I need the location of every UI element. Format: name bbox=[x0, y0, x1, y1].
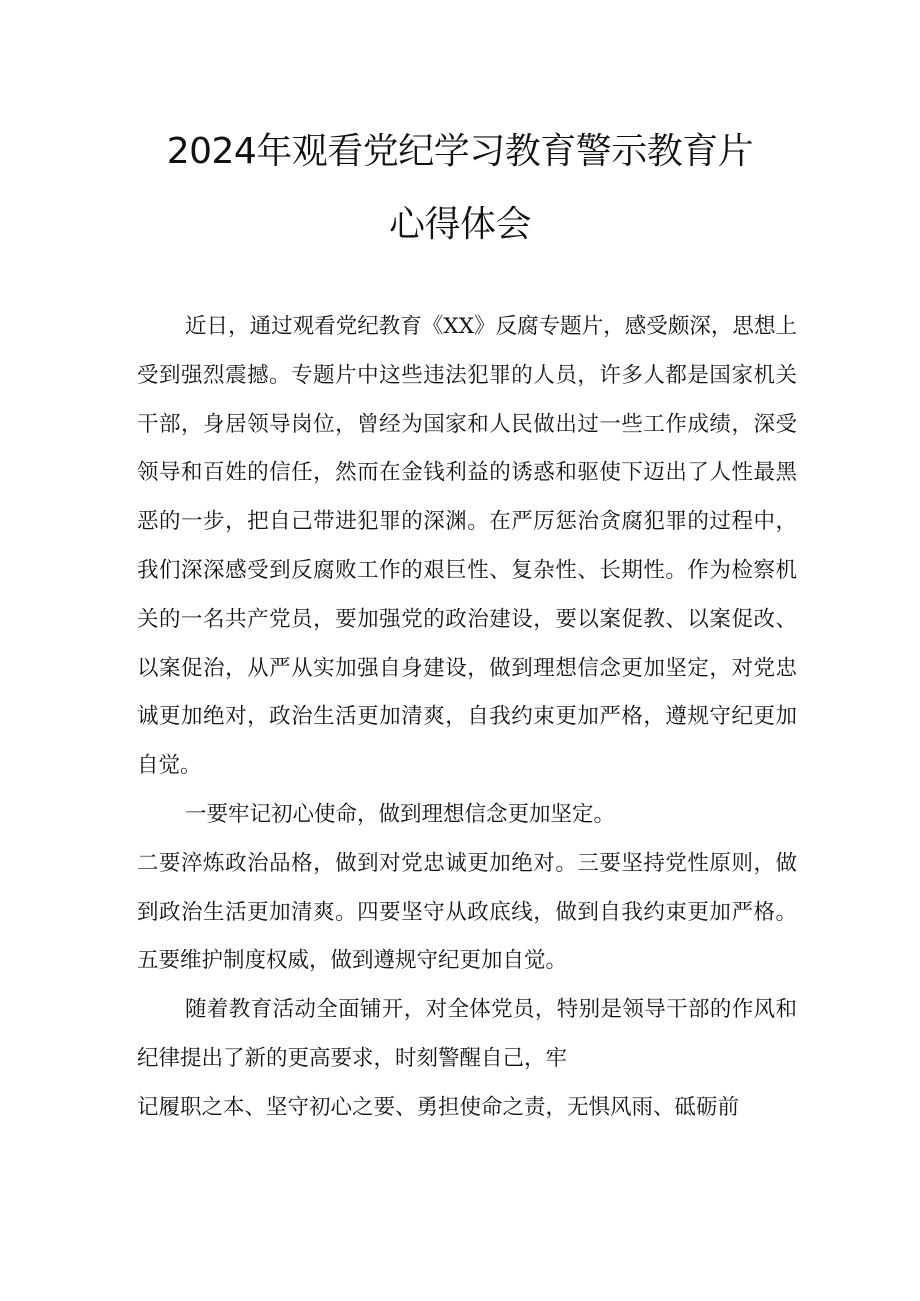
paragraph-point-one: 一要牢记初心使命，做到理想信念更加坚定。 bbox=[185, 801, 616, 827]
document-body bbox=[137, 303, 797, 1133]
document-title-line-1: 2024年观看党纪学习教育警示教育片 bbox=[166, 131, 754, 172]
paragraph-closing-line-1: 随着教育活动全面铺开，对全体党员，特别是领导干部的作风和纪律提出了新的更高要求，时刻警醒自己，牢 bbox=[137, 997, 797, 1071]
paragraph-closing-line-2: 记履职之本、坚守初心之要、勇担使命之责，无惧风雨、砥砺前 bbox=[137, 1094, 740, 1120]
document-title-line-2: 心得体会 bbox=[388, 204, 531, 245]
paragraph-points-two-to-five: 二要淬炼政治品格，做到对党忠诚更加绝对。三要坚持党性原则，做到政治生活更加清爽。四要坚守从政底线，做到自我约束更加严格。五要维护制度权威，做到遵规守纪更加自觉。 bbox=[137, 850, 797, 974]
paragraph-intro: 近日，通过观看党纪教育《XX》反腐专题片，感受颇深，思想上受到强烈震撼。专题片中这些违法犯罪的人员，许多人都是国家机关干部，身居领导岗位，曾经为国家和人民做出过一些工作成绩，深受领导和百姓的信任，然而在金钱利益的诱惑和驱使下迈出了人性最黑恶的一步，把自己带进犯罪的深渊。在严厉惩治贪腐犯罪的过程中，我们深深感受到反腐败工作的艰巨性、复杂性、长期性。作为检察机关的一名共产党员，要加强党的政治建设，要以案促教、以案促改、以案促治，从严从实加强自身建设，做到理想信念更加坚定，对党忠诚更加绝对，政治生活更加清爽，自我约束更加严格，遵规守纪更加自觉。 bbox=[137, 314, 797, 779]
